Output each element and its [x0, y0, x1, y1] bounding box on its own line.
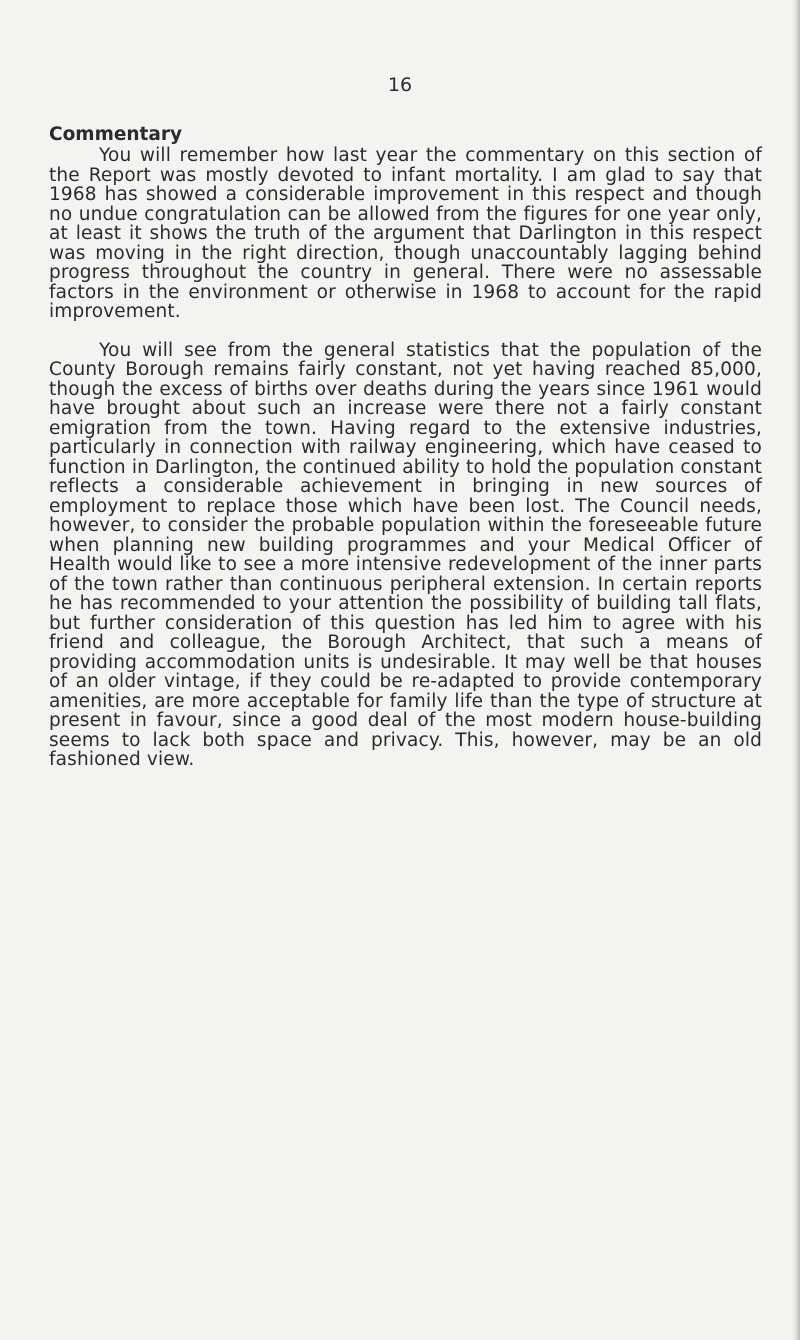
- commentary-section: [49, 124, 762, 770]
- page-number: 16: [387, 74, 413, 96]
- page-edge-shadow: [792, 0, 800, 1340]
- paragraph-infant-mortality: You will remember how last year the commentary on this section of the Report was mostly devoted to infant mortality. I am glad to say that 1968 has showed a considerable improvement in this respect and though no undue congratulation can be allowed from the figures for one year only, at least it shows the truth of the argument that Darlington in this respect was moving in the right direction, though unaccountably lagging behind progress throughout the country in general. There were no assessable factors in the environment or otherwise in 1968 to account for the rapid improvement.: [49, 145, 762, 322]
- paragraph-population: You will see from the general statistics that the population of the County Borough remains fairly constant, not yet having reached 85,000, though the excess of births over deaths during the years since 1961 would have brought about such an increase were there not a fairly constant emigration from the town. Having regard to the extensive industries, particularly in connection with railway engineering, which have ceased to function in Darlington, the continued ability to hold the population constant reflects a considerable achievement in bringing in new sources of employment to replace those which have been lost. The Council needs, however, to consider the probable population within the foreseeable future when planning new building programmes and your Medical Officer of Health would like to see a more intensive redevelopment of the inner parts of the town rather than continuous peripheral extension. In certain reports he has recommended to your attention the possibility of building tall flats, but further consideration of this question has led him to agree with his friend and colleague, the Borough Architect, that such a means of providing accommodation units is undesirable. It may well be that houses of an older vintage, if they could be re-adapted to provide contemporary amenities, are more acceptable for family life than the type of structure at present in favour, since a good deal of the most modern house-building seems to lack both space and privacy. This, however, may be an old fashioned view.: [49, 339, 762, 770]
- section-heading: Commentary: [49, 124, 183, 145]
